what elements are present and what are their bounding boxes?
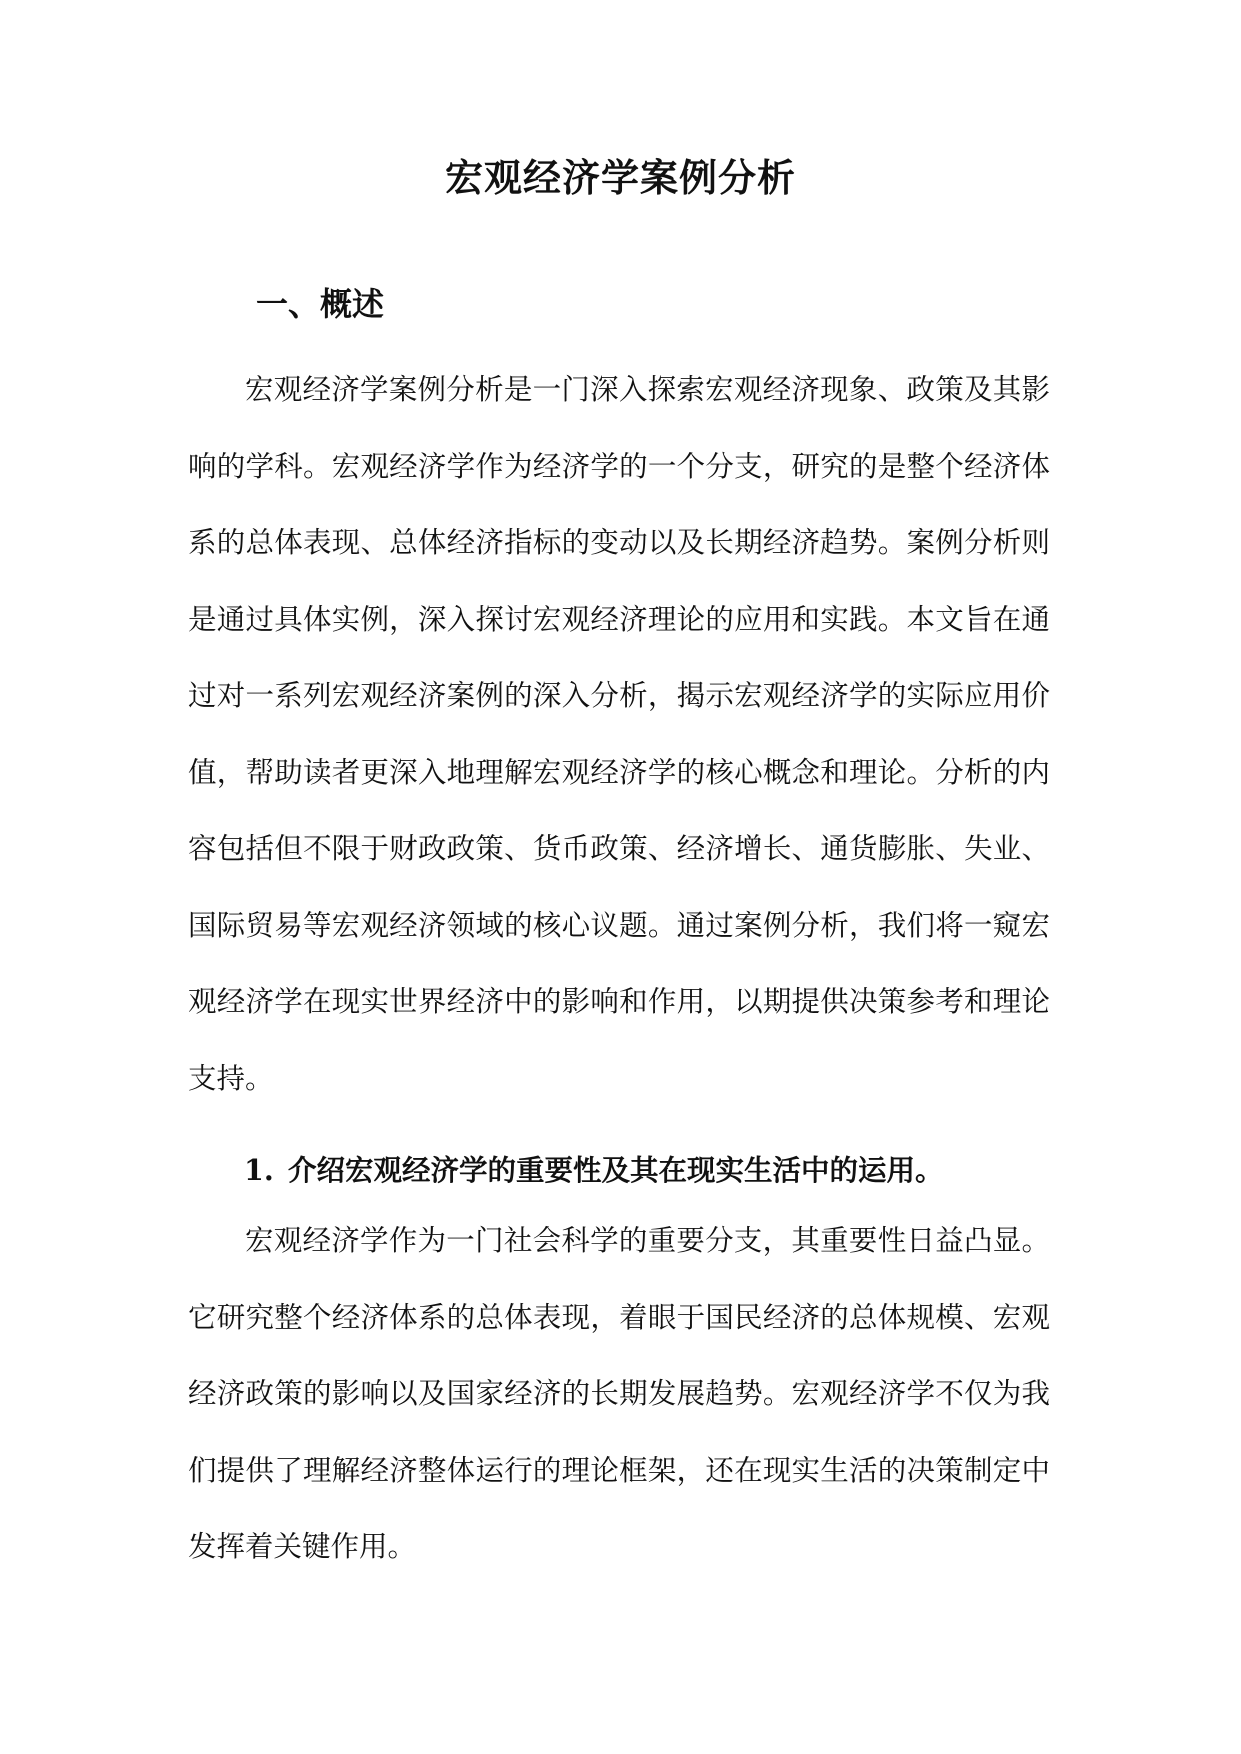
document-title: 宏观经济学案例分析: [444, 155, 796, 200]
overview-paragraph: 宏观经济学案例分析是一门深入探索宏观经济现象、政策及其影响的学科。宏观经济学作为经济学的一个分支，研究的是整个经济体系的总体表现、总体经济指标的变动以及长期经济趋势。案例分析则是通过具体实例，深入探讨宏观经济理论的应用和实践。本文旨在通过对一系列宏观经济案例的深入分析，揭示宏观经济学的实际应用价值，帮助读者更深入地理解宏观经济学的核心概念和理论。分析的内容包括但不限于财政政策、货币政策、经济增长、通货膨胀、失业、国际贸易等宏观经济领域的核心议题。通过案例分析，我们将一窥宏观经济学在现实世界经济中的影响和作用，以期提供决策参考和理论支持。: [188, 373, 1050, 1095]
section-heading-overview: 一、概述: [256, 285, 385, 323]
importance-paragraph: 宏观经济学作为一门社会科学的重要分支，其重要性日益凸显。它研究整个经济体系的总体表现，着眼于国民经济的总体规模、宏观经济政策的影响以及国家经济的长期发展趋势。宏观经济学不仅为我们提供了理解经济整体运行的理论框架，还在现实生活的决策制定中发挥着关键作用。: [188, 1224, 1050, 1563]
subsection-heading-text: 介绍宏观经济学的重要性及其在现实生活中的运用。: [288, 1153, 944, 1187]
subsection-heading: [244, 1148, 944, 1192]
subsection-number: 1.: [244, 1153, 274, 1187]
